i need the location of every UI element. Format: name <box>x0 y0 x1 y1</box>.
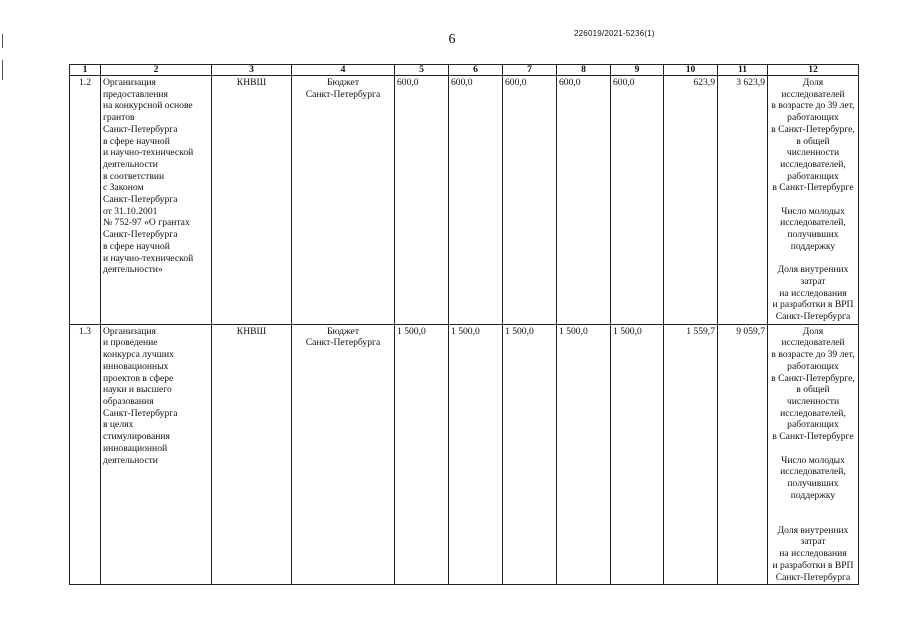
year-value: 1 500,0 <box>503 324 557 584</box>
column-header: 2 <box>101 65 212 76</box>
column-header: 7 <box>503 65 557 76</box>
year-value: 1 559,7 <box>664 324 718 584</box>
funding-source: Бюджет Санкт-Петербурга <box>292 76 395 325</box>
column-header: 10 <box>664 65 718 76</box>
indicators: Доля исследователей в возрасте до 39 лет, работающих в Санкт-Петербурге, в общей численности исследователей, работающих в Санкт-Петербурге Число молодых исследователей, получивших поддержку Доля внутренних затрат на исследования и разработки в ВРП Санкт-Петербурга <box>768 76 859 325</box>
scan-edge-mark <box>2 60 3 80</box>
funding-source: Бюджет Санкт-Петербурга <box>292 324 395 584</box>
column-header: 4 <box>292 65 395 76</box>
executor: КНВШ <box>212 324 292 584</box>
scan-edge-mark <box>2 34 3 48</box>
year-value: 600,0 <box>503 76 557 325</box>
document-id: 226019/2021-5236(1) <box>574 29 655 38</box>
year-value: 1 500,0 <box>611 324 664 584</box>
page-number: 6 <box>448 32 456 47</box>
year-value: 600,0 <box>395 76 449 325</box>
column-header: 9 <box>611 65 664 76</box>
table-row <box>70 324 859 584</box>
program-table <box>69 64 859 585</box>
indicators: Доля исследователей в возрасте до 39 лет, работающих в Санкт-Петербурге, в общей численности исследователей, работающих в Санкт-Петербурге Число молодых исследователей, получивших поддержку Доля внутренних затрат на исследования и разработки в ВРП Санкт-Петербурга <box>768 324 859 584</box>
row-number: 1.2 <box>70 76 101 325</box>
year-value: 600,0 <box>611 76 664 325</box>
year-value: 1 500,0 <box>395 324 449 584</box>
table-row <box>70 76 859 325</box>
header-row <box>70 65 859 76</box>
total-value: 3 623,9 <box>718 76 768 325</box>
total-value: 9 059,7 <box>718 324 768 584</box>
activity-name: Организация предоставления на конкурсной основе грантов Санкт-Петербурга в сфере научной и научно-технической деятельности в соответствии с Законом Санкт-Петербурга от 31.10.2001 № 752-97 «О грантах Санкт-Петербурга в сфере научной и научно-технической деятельности» <box>101 76 212 325</box>
row-number: 1.3 <box>70 324 101 584</box>
column-header: 1 <box>70 65 101 76</box>
year-value: 1 500,0 <box>557 324 611 584</box>
column-header: 3 <box>212 65 292 76</box>
year-value: 600,0 <box>449 76 503 325</box>
executor: КНВШ <box>212 76 292 325</box>
year-value: 600,0 <box>557 76 611 325</box>
activity-name: Организация и проведение конкурса лучших инновационных проектов в сфере науки и высшего образования Санкт-Петербурга в целях стимулирования инновационной деятельности <box>101 324 212 584</box>
year-value: 623,9 <box>664 76 718 325</box>
column-header: 11 <box>718 65 768 76</box>
column-header: 6 <box>449 65 503 76</box>
column-header: 5 <box>395 65 449 76</box>
column-header: 8 <box>557 65 611 76</box>
column-header: 12 <box>768 65 859 76</box>
year-value: 1 500,0 <box>449 324 503 584</box>
